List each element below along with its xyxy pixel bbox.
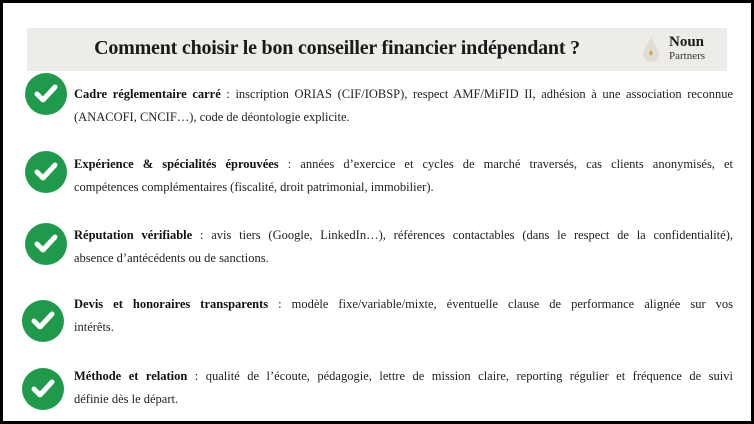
list-item [3,223,751,271]
list-item [3,73,751,124]
item-title: Devis et honoraires transparents [74,297,269,311]
list-item [3,368,751,416]
item-description: : avis tiers (Google, LinkedIn…), références contactables (dans le respect de la confidentialité), [192,228,733,242]
logo-text-noun: Noun [669,34,705,50]
item-description: : modèle fixe/variable/mixte, éventuelle clause de performance alignée sur vos [268,297,733,311]
check-circle-icon [25,73,67,115]
page-title: Comment choisir le bon conseiller financier indépendant ? [94,37,580,59]
slide [3,3,751,421]
item-title: Méthode et relation [74,369,188,383]
item-description: : années d’exercice et cycles de marché traversés, cas clients anonymisés, et [278,157,734,171]
logo-text-partners: Partners [669,50,706,62]
item-description-cont: intérêts. [74,320,114,334]
check-circle-icon [22,300,64,342]
header-band [27,28,727,71]
item-description: : qualité de l’écoute, pédagogie, lettre de mission claire, reporting régulier et fréquence de suivi [187,369,733,383]
list-item [3,297,751,348]
check-circle-icon [22,368,64,410]
noun-partners-logo [641,33,721,67]
item-description-cont: compétences complémentaires (fiscalité, droit patrimonial, immobilier). [74,180,434,194]
item-title: Réputation vérifiable [74,228,193,242]
list-item [3,151,751,199]
item-title: Expérience & spécialités éprouvées [74,157,279,171]
check-circle-icon [25,223,67,265]
item-description-cont: définie dès le départ. [74,392,179,406]
item-title: Cadre réglementaire carré [74,87,221,101]
item-description-cont: absence d’antécédents ou de sanctions. [74,251,269,265]
item-description: : inscription ORIAS (CIF/IOBSP), respect AMF/MiFID II, adhésion à une association reconnue [220,87,734,101]
drop-logo-icon [641,36,661,63]
check-circle-icon [25,151,67,193]
item-description-cont: (ANACOFI, CNCIF…), code de déontologie explicite. [74,110,350,124]
